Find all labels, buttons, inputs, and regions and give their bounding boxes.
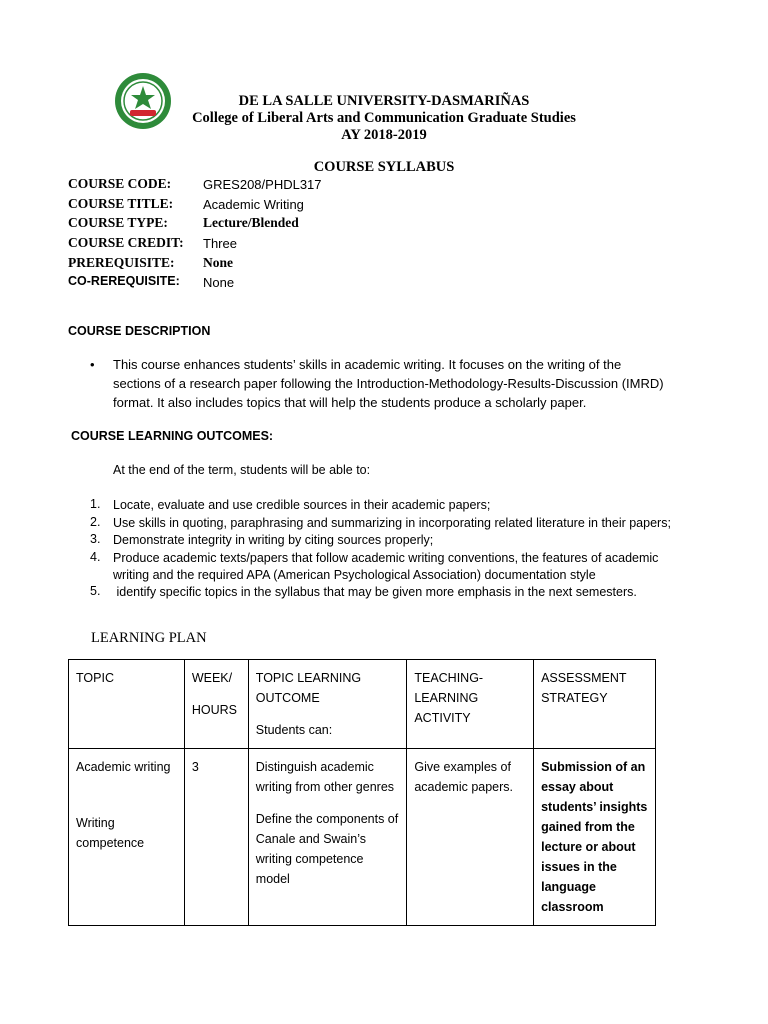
course-code-label: COURSE CODE:	[68, 176, 172, 191]
outcomes-intro: At the end of the term, students will be able to:	[113, 463, 371, 477]
header-outcome	[248, 660, 407, 749]
cell-week	[184, 749, 248, 926]
learning-outcomes-heading: COURSE LEARNING OUTCOMES:	[71, 429, 274, 443]
cell-text: Submission of an essay about students’ insights gained from the lecture or about issues in the language classroom	[541, 760, 648, 914]
header-text: HOURS	[191, 703, 237, 717]
header-text: TOPIC LEARNING	[255, 671, 362, 685]
course-title-label: COURSE TITLE:	[68, 196, 174, 211]
header-text: WEEK/	[191, 671, 233, 685]
outcome-number: 4.	[90, 550, 101, 564]
outcome-item-continuation: writing and the required APA (American Psychological Association) documentation style	[113, 568, 596, 582]
course-credit-value: Three	[203, 236, 237, 251]
outcome-item: Produce academic texts/papers that follow academic writing conventions, the features of academic	[113, 551, 659, 565]
corequisite-label: CO-REREQUISITE:	[68, 274, 180, 288]
cell-outcome	[248, 749, 407, 926]
description-line: This course enhances students’ skills in academic writing. It focuses on the writing of the	[113, 357, 622, 372]
header-text: TOPIC	[76, 671, 114, 685]
college-name: College of Liberal Arts and Communication Graduate Studies	[192, 110, 576, 126]
header-assessment	[534, 660, 656, 749]
cell-topic	[69, 749, 185, 926]
academic-year: AY 2018-2019	[341, 127, 427, 143]
outcome-item: Use skills in quoting, paraphrasing and summarizing in incorporating related literature in their papers;	[113, 516, 671, 530]
header-text: Students can:	[255, 723, 333, 737]
header-text: OUTCOME	[255, 691, 320, 705]
cell-text: Give examples of academic papers.	[414, 760, 514, 794]
table-header-row	[69, 660, 656, 749]
cell-text: Academic writing	[76, 760, 171, 774]
course-title-value: Academic Writing	[203, 197, 304, 212]
learning-plan-heading: LEARNING PLAN	[91, 630, 207, 646]
course-type-value: Lecture/Blended	[203, 215, 299, 230]
learning-plan-table	[68, 659, 656, 926]
cell-text: Writing competence	[76, 816, 145, 850]
header-text: STRATEGY	[541, 691, 608, 705]
course-type-label: COURSE TYPE:	[68, 215, 168, 230]
outcome-item: Locate, evaluate and use credible sources in their academic papers;	[113, 498, 491, 512]
cell-text: Define the components of Canale and Swain’s writing competence model	[255, 812, 399, 886]
description-line: sections of a research paper following the Introduction-Methodology-Results-Discussion (IMRD)	[113, 376, 664, 391]
outcome-item: identify specific topics in the syllabus that may be given more emphasis in the next semesters.	[113, 585, 637, 599]
cell-text: 3	[191, 760, 199, 774]
cell-activity	[407, 749, 534, 926]
course-code-value: GRES208/PHDL317	[203, 177, 322, 192]
header-week	[184, 660, 248, 749]
description-text	[113, 355, 713, 412]
description-line: format. It also includes topics that will help the students produce a scholarly paper.	[113, 395, 587, 410]
course-description-heading: COURSE DESCRIPTION	[68, 324, 211, 338]
outcome-number: 5.	[90, 584, 101, 598]
outcome-number: 2.	[90, 515, 101, 529]
prerequisite-label: PREREQUISITE:	[68, 255, 175, 270]
header-text: TEACHING-	[414, 671, 484, 685]
cell-assessment	[534, 749, 656, 926]
description-bullet: •	[90, 357, 95, 372]
header-text: LEARNING ACTIVITY	[414, 691, 479, 725]
header-topic	[69, 660, 185, 749]
course-credit-label: COURSE CREDIT:	[68, 235, 184, 250]
document-title: COURSE SYLLABUS	[313, 159, 455, 175]
outcome-item: Demonstrate integrity in writing by citing sources properly;	[113, 533, 434, 547]
header-activity	[407, 660, 534, 749]
outcome-number: 1.	[90, 497, 101, 511]
university-name: DE LA SALLE UNIVERSITY-DASMARIÑAS	[238, 93, 530, 109]
prerequisite-value: None	[203, 255, 233, 270]
header-text: ASSESSMENT	[541, 671, 627, 685]
corequisite-value: None	[203, 275, 235, 290]
outcome-number: 3.	[90, 532, 101, 546]
table-row	[69, 749, 656, 926]
cell-text: Distinguish academic writing from other genres	[255, 760, 395, 794]
